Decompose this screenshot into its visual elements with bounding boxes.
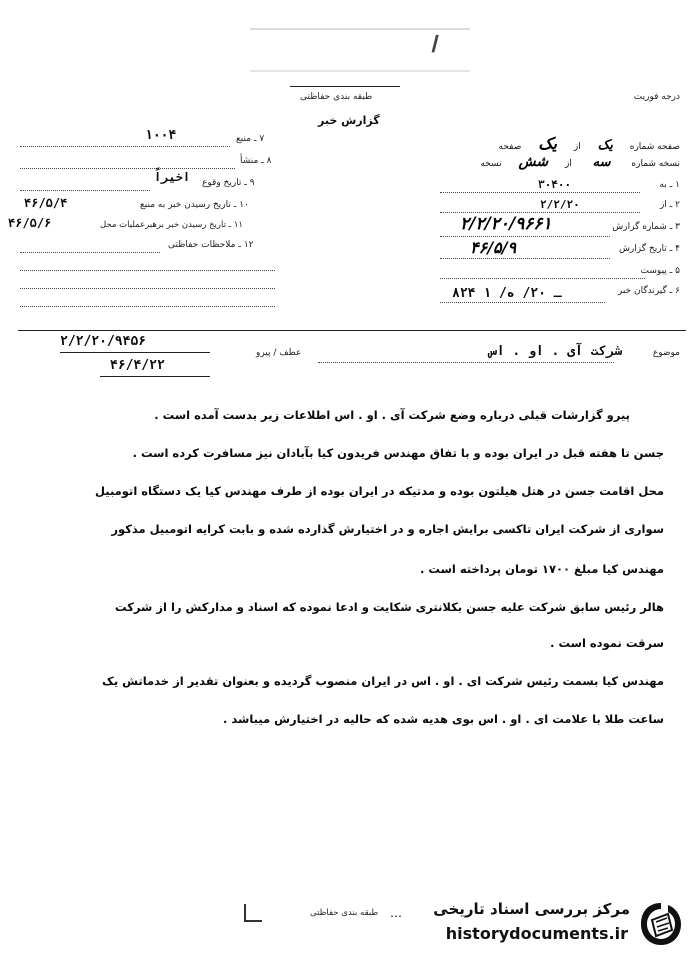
occurrence-date-label: ۹ ـ تاریخ وقوع bbox=[202, 178, 255, 188]
subject-label: موضوع bbox=[652, 348, 680, 358]
archive-logo bbox=[418, 896, 688, 954]
received-ops-value: ۴۶/۵/۶ bbox=[8, 216, 52, 230]
faded-header-stamp bbox=[250, 28, 470, 72]
received-ops-label: ۱۱ ـ تاریخ رسیدن خبر برهبرعملیات محل bbox=[100, 220, 243, 230]
body-line-7: سرقت نموده است . bbox=[550, 636, 664, 650]
occurrence-date-value: اخیراً bbox=[154, 170, 191, 184]
report-number-label: ۳ ـ شماره گزارش bbox=[612, 222, 680, 232]
security-notes-dotline-1 bbox=[20, 252, 160, 253]
from-value: ۲/۲/۲۰ bbox=[540, 198, 580, 211]
logo-url: historydocuments.ir bbox=[445, 924, 628, 943]
attachment-dotline bbox=[440, 278, 645, 279]
footer-corner-mark bbox=[244, 904, 262, 922]
from-dotline bbox=[440, 212, 640, 213]
reference-underline-2 bbox=[100, 376, 210, 377]
source-value: ۱۰۰۴ bbox=[145, 128, 177, 143]
logo-title: مرکز بررسی اسناد تاریخی bbox=[433, 900, 630, 918]
source-dotline bbox=[20, 146, 230, 147]
footer-dots: … bbox=[390, 906, 402, 920]
page-number-field: صفحه شماره یک از یک صفحه bbox=[498, 134, 680, 153]
footer-classification-label: طبقه بندی حفاظتی bbox=[310, 908, 379, 918]
reference-label: عطف / پیرو bbox=[256, 348, 302, 358]
body-line-8: مهندس کیا بسمت رئیس شرکت ای . او . اس در ایران منصوب گردیده و بعنوان تقدیر از خدماتش یک bbox=[102, 674, 664, 688]
archive-emblem-icon bbox=[638, 900, 684, 948]
body-line-3: محل اقامت جسن در هتل هیلتون بوده و مدتیکه در ایران بوده از طرف مهندس کیا یک دستگاه اتومبیل bbox=[95, 484, 664, 498]
origin-label: ۸ ـ منشأ bbox=[240, 156, 272, 166]
report-number-value: ۲/۲/۲۰/۹۶۶۱ bbox=[460, 214, 552, 234]
source-label: ۷ ـ منبع bbox=[236, 134, 265, 144]
copy-number-field: نسخه شماره سه از شش نسخه bbox=[480, 154, 680, 170]
security-notes-label: ۱۲ ـ ملاحظات حفاظتی bbox=[168, 240, 254, 250]
subject-value: شرکت آی . او . اس bbox=[488, 344, 622, 359]
origin-dotline bbox=[20, 168, 235, 169]
section-divider bbox=[18, 330, 686, 331]
body-line-1: پیرو گزارشات قبلی درباره وضع شرکت آی . او . اس اطلاعات زیر بدست آمده است . bbox=[154, 408, 630, 422]
classification-label: طبقه بندی حفاظتی bbox=[300, 92, 373, 102]
report-date-label: ۴ ـ تاریخ گزارش bbox=[618, 244, 680, 254]
body-line-6: هالر رئیس سابق شرکت علیه جسن بکلانتری شکایت و ادعا نموده که اسناد و مدارکش را از شرکت bbox=[115, 600, 664, 614]
to-dotline bbox=[440, 192, 640, 193]
security-notes-dotline-4 bbox=[20, 306, 275, 307]
body-line-9: ساعت طلا با علامت ای . او . اس بوی هدیه شده که حالیه در اختیارش میباشد . bbox=[223, 712, 664, 726]
received-source-value: ۴۶/۵/۴ bbox=[24, 196, 68, 210]
recipients-value: ۸۲۴ ـ ۲۰/ ه/ ۱ bbox=[452, 286, 562, 301]
reference-value-2: ۴۶/۴/۲۲ bbox=[110, 358, 165, 373]
to-label: ۱ ـ به bbox=[659, 180, 680, 190]
security-notes-dotline-3 bbox=[20, 288, 275, 289]
reference-value-1: ۲/۲/۲۰/۹۴۵۶ bbox=[60, 334, 147, 349]
to-value: ۳۰۴۰۰ bbox=[538, 178, 572, 191]
body-line-4: سواری از شرکت ایران تاکسی برایش اجاره و در اختیارش گذارده شده و بابت کرایه اتومبیل مذکور bbox=[111, 522, 664, 536]
report-date-dotline bbox=[440, 258, 610, 259]
recipients-label: ۶ ـ گیرندگان خبر bbox=[617, 286, 680, 296]
occurrence-date-dotline bbox=[20, 190, 150, 191]
from-label: ۲ ـ از bbox=[659, 200, 680, 210]
body-line-5: مهندس کیا مبلغ ۱۷۰۰ تومان پرداخته است . bbox=[420, 562, 664, 576]
body-line-2: جسن تا هفته قبل در ایران بوده و با تفاق مهندس فریدون کیا بآبادان نیز مسافرت کرده است . bbox=[132, 446, 664, 460]
classification-line bbox=[290, 86, 400, 87]
top-handwritten-mark: ا bbox=[430, 32, 437, 58]
report-date-value: ۴۶/۵/۹ bbox=[470, 238, 517, 257]
report-title: گزارش خبر bbox=[318, 114, 380, 127]
report-number-dotline bbox=[440, 236, 610, 237]
reference-underline-1 bbox=[60, 352, 210, 353]
recipients-dotline bbox=[440, 302, 605, 303]
security-notes-dotline-2 bbox=[20, 270, 275, 271]
attachment-label: ۵ ـ پیوست bbox=[640, 266, 680, 276]
urgency-label: درجه فوریت bbox=[633, 92, 680, 102]
subject-dotline bbox=[318, 362, 614, 363]
received-source-label: ۱۰ ـ تاریخ رسیدن خبر به منبع bbox=[140, 200, 249, 210]
